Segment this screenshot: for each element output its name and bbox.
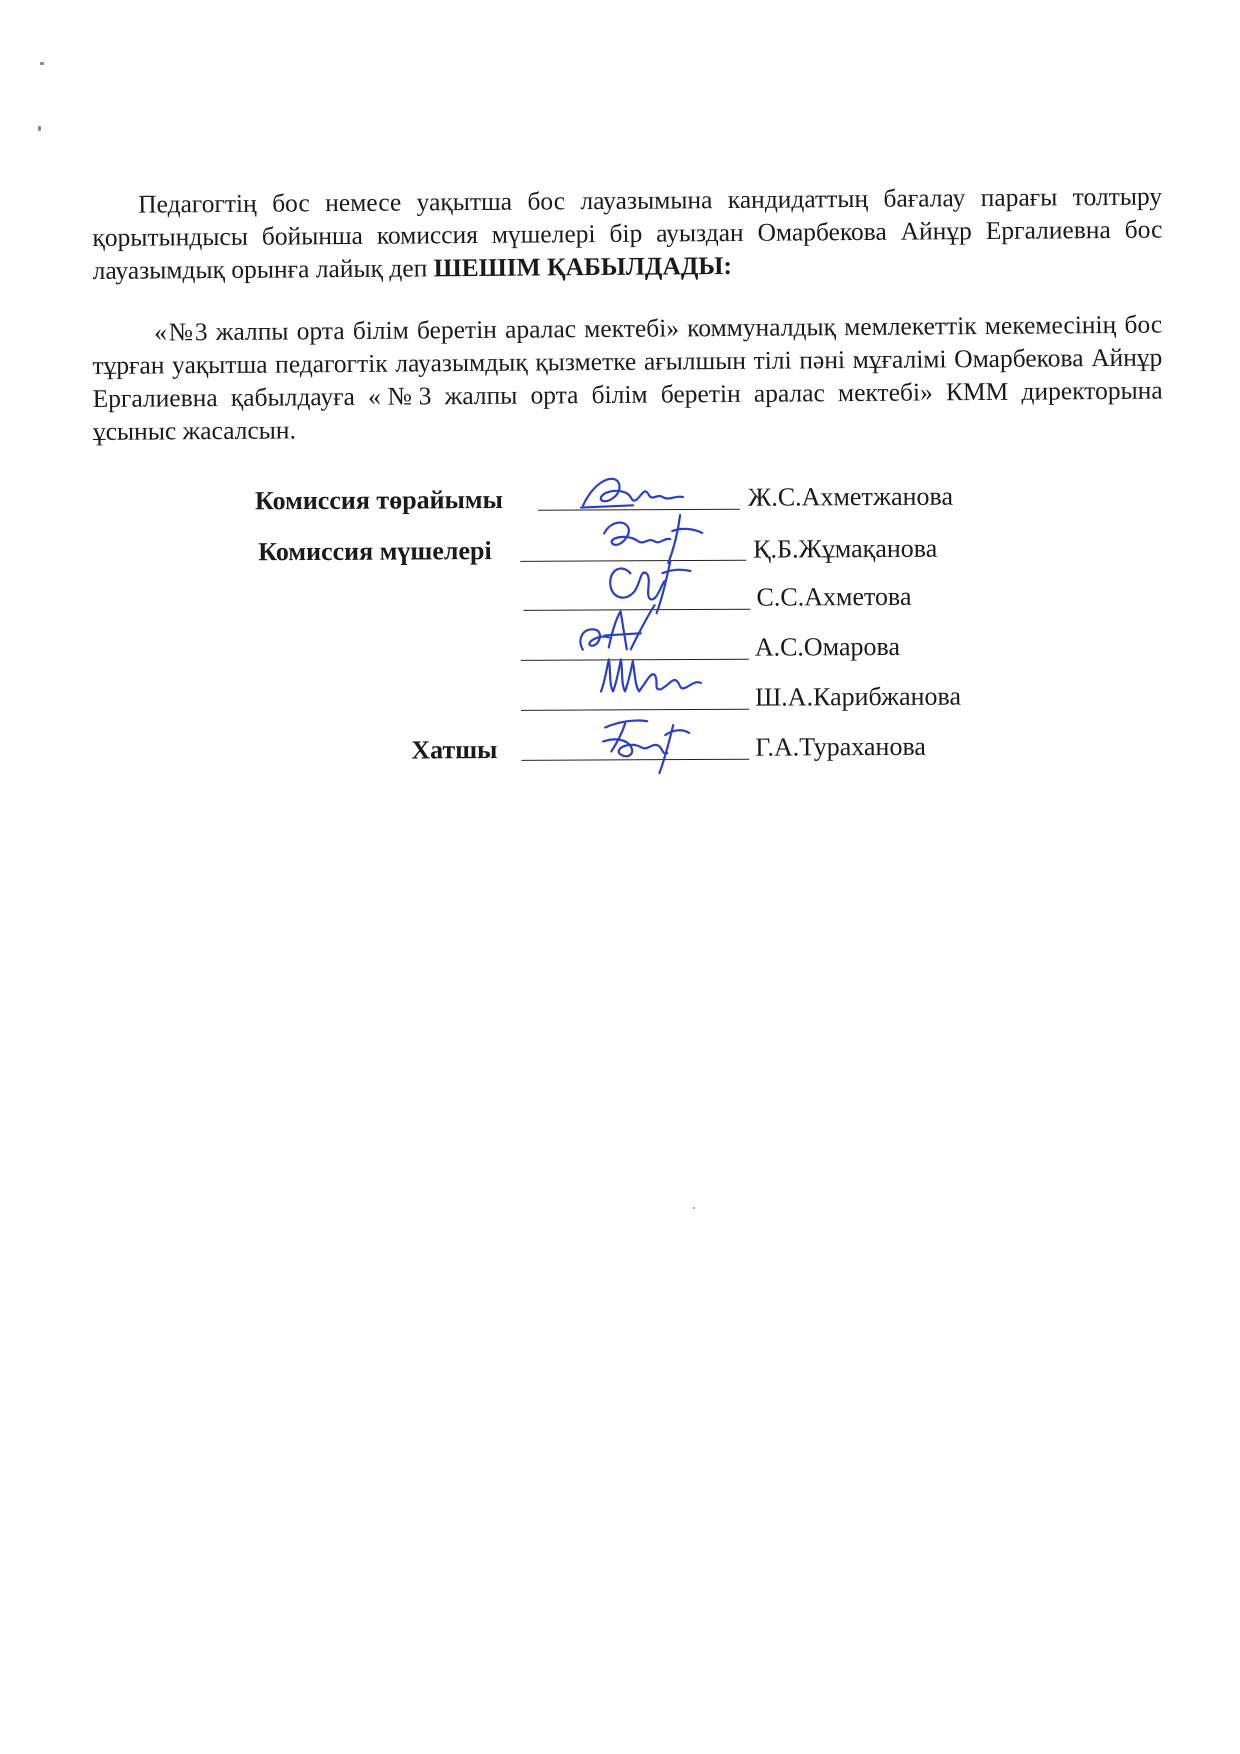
signature-block <box>0 0 1240 803</box>
scan-speck <box>693 1207 695 1209</box>
chair-role-label: Комиссия төрайымы <box>254 484 503 516</box>
decision-heading: ШЕШІМ ҚАБЫЛДАДЫ: <box>433 250 732 282</box>
paragraph-recommendation: «№3 жалпы орта білім беретін аралас мектебі» коммуналдық мемлекеттік мекемесінің бос тұрған уақытша педагогтік лауазымдық қызметке ағылшын тілі пәні мұғалімі Омарбекова Айнұр Ергалиевна қабылдауға «№3 жалпы орта білім беретін аралас мектебі» КММ директорына ұсыныс жасалсын. <box>92 309 1163 446</box>
member-1-name: Қ.Б.Жұмақанова <box>753 533 938 564</box>
paragraph-assessment-text: Педагогтің бос немесе уақытша бос лауазымына кандидаттың бағалау парағы толтыру қорытындысы бойынша комиссия мүшелері бір ауыздан Омарбекова Айнұр Ергалиевна бос лауазымдық орынға лайық деп <box>92 181 1163 285</box>
secretary-role-label: Хатшы <box>411 735 498 765</box>
signature-member-4-image <box>595 651 705 708</box>
signature-secretary-image <box>595 711 695 780</box>
secretary-name: Г.А.Тураханова <box>755 731 926 762</box>
members-role-label: Комиссия мүшелері <box>258 536 492 567</box>
chair-name: Ж.С.Ахметжанова <box>747 481 954 512</box>
member-2-name: С.С.Ахметова <box>756 581 912 612</box>
member-4-name: Ш.А.Карибжанова <box>754 681 962 712</box>
member-3-name: А.С.Омарова <box>754 631 901 662</box>
